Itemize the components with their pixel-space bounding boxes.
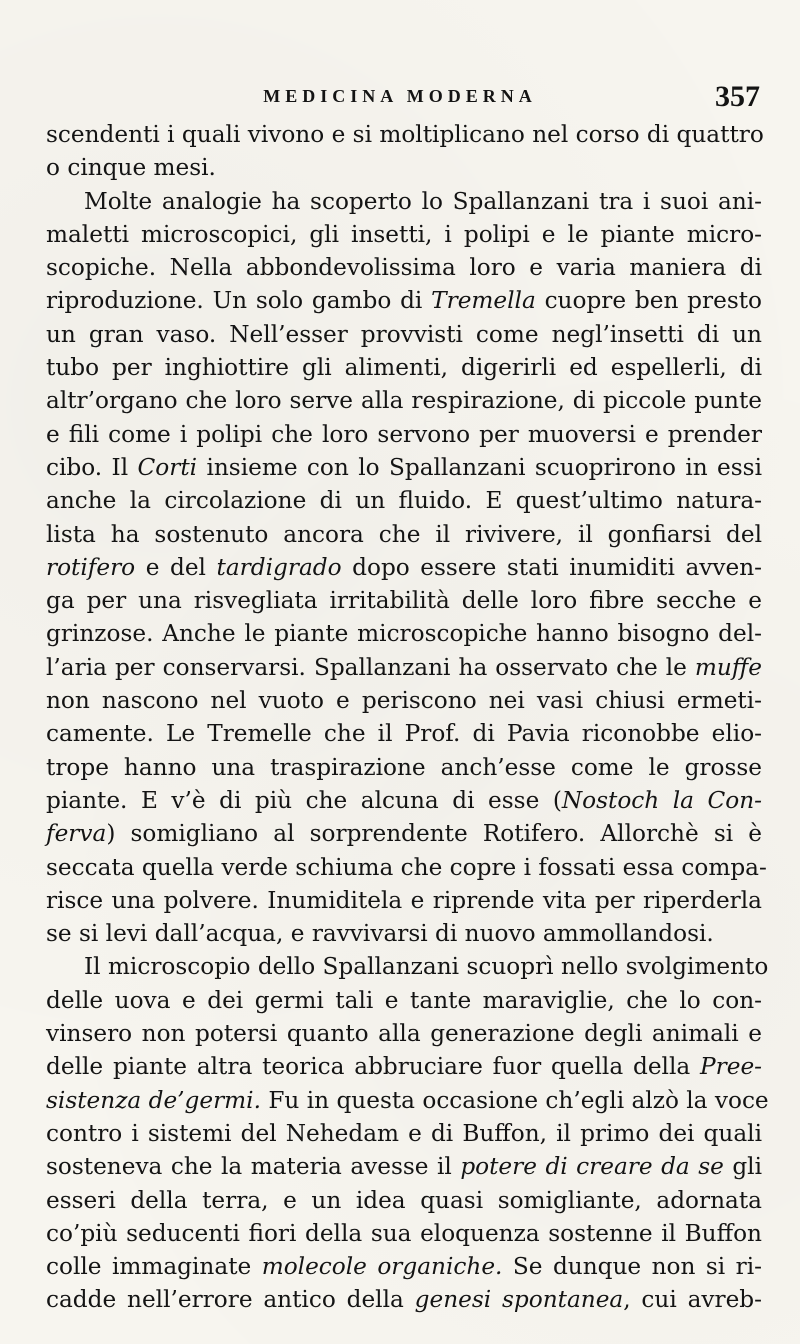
- text-segment: scendenti i quali vivono e si moltiplicano nel corso di quattro: [46, 121, 764, 148]
- text-line: [46, 684, 762, 717]
- text-line: [46, 451, 762, 484]
- italic-text: sistenza de’germi.: [46, 1086, 261, 1114]
- text-segment: trope hanno una traspirazione anch’esse come le grosse: [46, 753, 762, 781]
- text-segment: non nascono nel vuoto e periscono nei vasi chiusi ermeti-: [46, 687, 762, 715]
- text-segment: delle piante altra teorica abbruciare fuor quella della: [46, 1053, 701, 1081]
- text-line: [46, 950, 769, 983]
- text-line: [46, 984, 762, 1017]
- text-line: [46, 617, 762, 650]
- text-segment: cuopre ben presto: [535, 287, 762, 315]
- text-line: [46, 151, 762, 184]
- text-segment: camente. Le Tremelle che il Prof. di Pavia riconobbe elio-: [46, 720, 762, 748]
- text-segment: e del: [135, 553, 217, 581]
- text-line: [46, 218, 762, 251]
- italic-text: molecole organiche.: [261, 1253, 503, 1281]
- italic-text: tardigrado: [216, 553, 342, 581]
- text-line: [46, 1117, 762, 1150]
- text-segment: grinzose. Anche le piante microscopiche hanno bisogno del-: [46, 620, 762, 648]
- text-line: [46, 1017, 762, 1050]
- text-line: [46, 518, 762, 551]
- text-segment: co’più seducenti fiori della sua eloquenza sostenne il Buffon: [46, 1219, 762, 1247]
- text-segment: l’aria per conservarsi. Spallanzani ha osservato che le: [46, 653, 695, 681]
- text-segment: Se dunque non si ri-: [502, 1253, 763, 1281]
- text-segment: esseri della terra, e un idea quasi somigliante, adornata: [46, 1186, 762, 1214]
- text-line: [46, 584, 762, 617]
- text-line: [46, 1150, 762, 1183]
- italic-text: muffe: [694, 653, 762, 681]
- text-line: [46, 118, 762, 151]
- text-line: [46, 384, 762, 417]
- text-segment: insieme con lo Spallanzani scuoprirono in essi: [197, 453, 762, 481]
- text-segment: delle uova e dei germi tali e tante maraviglie, che lo con-: [46, 986, 762, 1014]
- text-segment: cibo. Il: [46, 453, 138, 481]
- text-line: [46, 751, 762, 784]
- text-line: [46, 1283, 762, 1316]
- text-segment: o cinque mesi.: [46, 154, 216, 182]
- text-segment: un gran vaso. Nell’esser provvisti come negl’insetti di un: [46, 320, 762, 348]
- text-line: [46, 318, 762, 351]
- italic-text: Tremella: [431, 287, 536, 315]
- text-segment: ga per una risvegliata irritabilità delle loro fibre secche e: [46, 587, 762, 615]
- text-segment: contro i sistemi del Nehedam e di Buffon, il primo dei quali: [46, 1119, 762, 1147]
- text-line: [46, 1050, 762, 1083]
- italic-text: Pree-: [700, 1053, 762, 1081]
- body-text: [46, 118, 769, 1317]
- text-segment: Molte analogie ha scoperto lo Spallanzani tra i suoi ani-: [84, 187, 762, 215]
- running-head: MEDICINA MODERNA: [263, 86, 537, 106]
- text-segment: anche la circolazione di un fluido. E quest’ultimo natura-: [46, 487, 762, 515]
- text-line: [46, 851, 767, 884]
- text-segment: gli: [723, 1153, 762, 1181]
- text-segment: tubo per inghiottire gli alimenti, digerirli ed espellerli, di: [46, 354, 762, 382]
- text-line: [46, 884, 762, 917]
- text-line: [46, 284, 762, 317]
- text-segment: Il microscopio dello Spallanzani scuoprì nello svolgimento: [84, 953, 769, 981]
- text-line: [46, 717, 762, 750]
- page-header: [40, 80, 760, 120]
- text-segment: piante. E v’è di più che alcuna di esse (: [46, 786, 562, 814]
- text-segment: e fili come i polipi che loro servono per muoversi e prender: [46, 420, 762, 448]
- italic-text: Nostoch la Con-: [561, 786, 762, 814]
- text-segment: seccata quella verde schiuma che copre i fossati essa compa-: [46, 853, 767, 881]
- text-line: [46, 1084, 769, 1117]
- italic-text: potere di creare da se: [460, 1153, 724, 1181]
- text-segment: maletti microscopici, gli insetti, i polipi e le piante micro-: [46, 220, 762, 248]
- italic-text: ferva: [46, 820, 107, 848]
- text-line: [46, 185, 762, 218]
- text-segment: risce una polvere. Inumiditela e riprende vita per riperderla: [46, 886, 762, 914]
- text-line: [46, 784, 762, 817]
- text-segment: vinsero non potersi quanto alla generazione degli animali e: [46, 1020, 762, 1048]
- text-segment: dopo essere stati inumiditi avven-: [341, 553, 762, 581]
- text-line: [46, 418, 762, 451]
- text-segment: scopiche. Nella abbondevolissima loro e varia maniera di: [46, 254, 762, 282]
- text-segment: se si levi dall’acqua, e ravvivarsi di nuovo ammollandosi.: [46, 920, 714, 948]
- page-number: 357: [715, 80, 760, 113]
- text-segment: lista ha sostenuto ancora che il rivivere, il gonfiarsi del: [46, 520, 762, 548]
- text-segment: sosteneva che la materia avesse il: [46, 1153, 461, 1181]
- text-segment: Fu in questa occasione ch’egli alzò la voce: [260, 1086, 769, 1114]
- text-line: [46, 484, 762, 517]
- text-line: [46, 1217, 762, 1250]
- text-segment: riproduzione. Un solo gambo di: [46, 287, 432, 315]
- text-line: [46, 251, 762, 284]
- text-line: [46, 551, 762, 584]
- text-segment: altr’organo che loro serve alla respirazione, di piccole punte: [46, 387, 762, 415]
- text-segment: cadde nell’errore antico della: [46, 1286, 415, 1314]
- text-line: [46, 651, 762, 684]
- text-segment: colle immaginate: [46, 1253, 262, 1281]
- italic-text: genesi spontanea: [414, 1286, 624, 1314]
- italic-text: Corti: [137, 453, 198, 481]
- text-line: [46, 1184, 762, 1217]
- text-segment: ) somigliano al sorprendente Rotifero. Allorchè si è: [106, 820, 762, 848]
- text-line: [46, 917, 762, 950]
- text-line: [46, 1250, 762, 1283]
- text-line: [46, 817, 762, 850]
- text-segment: , cui avreb-: [623, 1286, 762, 1314]
- italic-text: rotifero: [46, 553, 136, 581]
- text-line: [46, 351, 762, 384]
